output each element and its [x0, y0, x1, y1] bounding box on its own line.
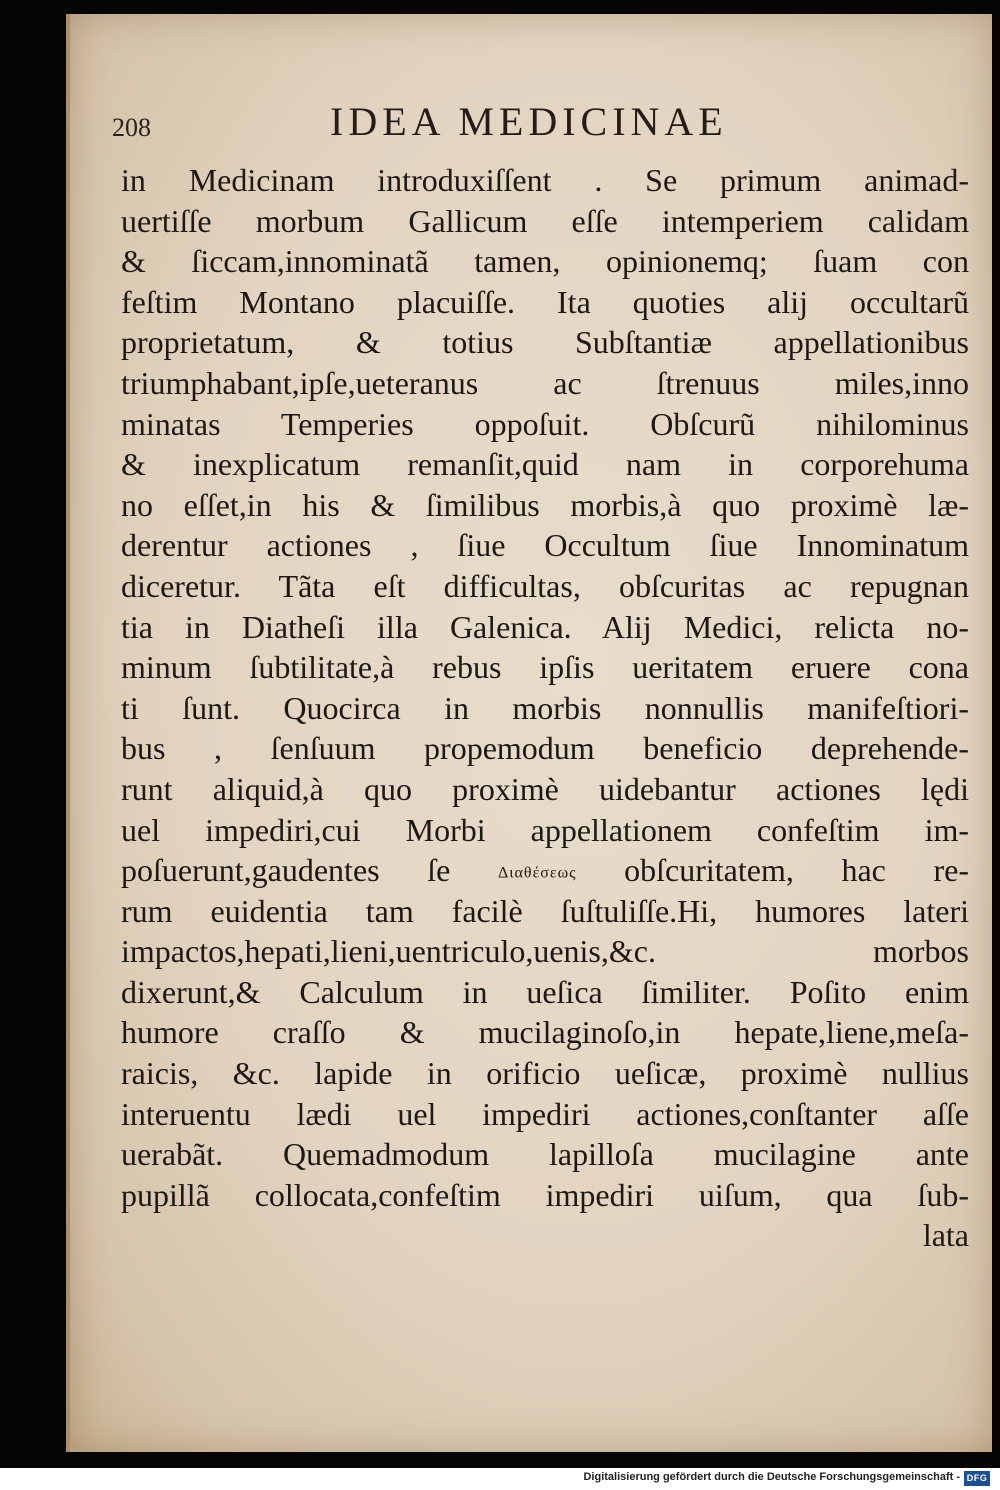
text-line: interuentu lædi uel impediri actiones,conſtanter aſſe — [121, 1095, 969, 1132]
body-text — [121, 160, 969, 1256]
text-line-greek — [121, 850, 969, 891]
text-line: bus , ſenſuum propemodum beneficio deprehende- — [121, 730, 969, 767]
text-line: uertiſſe morbum Gallicum eſſe intemperiem calidam — [121, 202, 969, 239]
text-line: tia in Diatheſi illa Galenica. Alij Medici, relicta no- — [121, 608, 969, 645]
text-line: feſtim Montano placuiſſe. Ita quoties alij occultarũ — [121, 283, 969, 320]
text-line: raicis, &c. lapide in orificio ueſicæ, proximè nullius — [121, 1055, 969, 1092]
greek-word: Διαθέσεως — [497, 864, 577, 882]
text-line: & ſiccam,innominatã tamen, opinionemq; ſuam con — [121, 243, 969, 280]
footer-bar — [0, 1468, 1000, 1490]
running-head: IDEA MEDICINAE — [330, 99, 728, 144]
text-line: pupillã collocata,confeſtim impediri uiſum, qua ſub- — [121, 1176, 969, 1213]
text-line: uerabãt. Quemadmodum lapilloſa mucilagine ante — [121, 1136, 969, 1173]
text-line: ti ſunt. Quocirca in morbis nonnullis manifeſtiori- — [121, 689, 969, 726]
dfg-logo: DFG — [964, 1471, 990, 1486]
text-line: uel impediri,cui Morbi appellationem confeſtim im- — [121, 811, 969, 848]
text-line: minum ſubtilitate,à rebus ipſis ueritatem eruere cona — [121, 649, 969, 686]
text-line: in Medicinam introduxiſſent . Se primum animad- — [121, 162, 969, 198]
text-line: derentur actiones , ſiue Occultum ſiue Innominatum — [121, 527, 969, 564]
text-segment: obſcuritatem, hac re- — [576, 852, 969, 889]
digitization-credit: Digitalisierung gefördert durch die Deutsche Forschungsgemeinschaft - — [583, 1471, 960, 1483]
text-line: impactos,hepati,lieni,uentriculo,uenis,&c. morbos — [121, 933, 969, 970]
text-line: triumphabant,ipſe,ueteranus ac ſtrenuus miles,inno — [121, 364, 969, 401]
text-line: no eſſet,in his & ſimilibus morbis,à quo proximè læ- — [121, 486, 969, 523]
text-line: diceretur. Tãta eſt difficultas, obſcuritas ac repugnan — [121, 567, 969, 604]
catchword: lata — [922, 1217, 969, 1254]
text-line: runt aliquid,à quo proximè uidebantur actiones lędi — [121, 770, 969, 807]
text-line: dixerunt,& Calculum in ueſica ſimiliter. Poſito enim — [121, 973, 969, 1010]
text-line: rum euidentia tam facilè ſuſtuliſſe.Hi, humores lateri — [121, 892, 969, 929]
text-line: proprietatum, & totius Subſtantiæ appellationibus — [121, 324, 969, 361]
page-number: 208 — [112, 113, 151, 142]
text-line: minatas Temperies oppoſuit. Obſcurũ nihilominus — [121, 405, 969, 442]
text-line: humore craſſo & mucilaginoſo,in hepate,liene,meſa- — [121, 1014, 969, 1051]
text-line: & inexplicatum remanſit,quid nam in corporehuma — [121, 446, 969, 483]
text-segment: poſuerunt,gaudentes ſe — [121, 852, 498, 889]
